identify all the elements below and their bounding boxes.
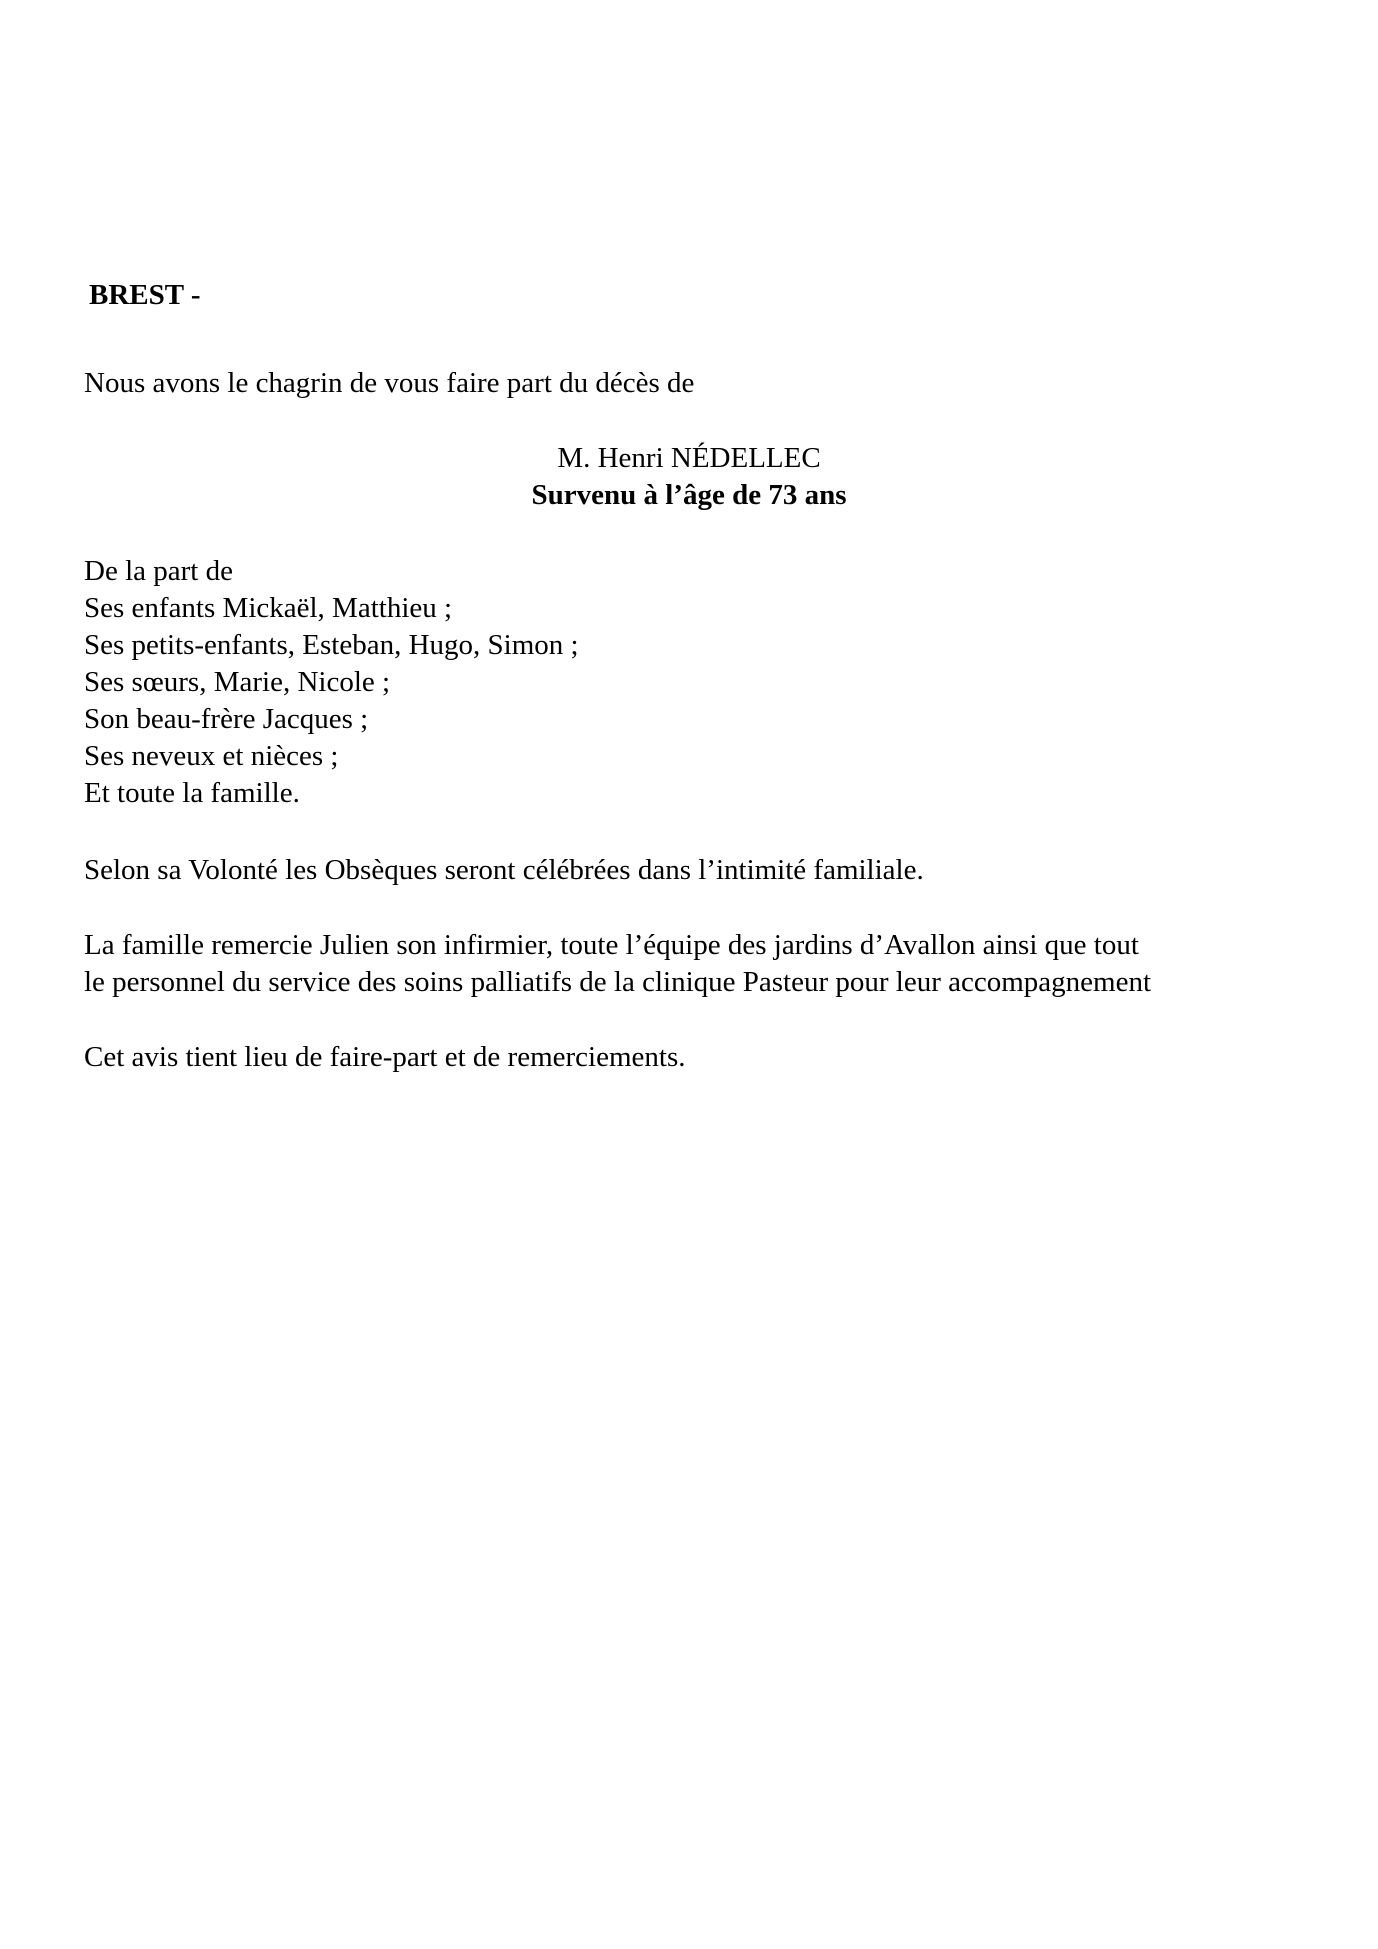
- city-heading: BREST -: [89, 279, 201, 311]
- intro-text: Nous avons le chagrin de vous faire part du décès de: [84, 367, 695, 399]
- deceased-name: M. Henri NÉDELLEC: [557, 442, 821, 474]
- family-line: Ses petits-enfants, Esteban, Hugo, Simon ;: [84, 629, 579, 661]
- family-line: Et toute la famille.: [84, 777, 300, 809]
- closing-note: Cet avis tient lieu de faire-part et de remerciements.: [84, 1041, 686, 1073]
- thanks-line: le personnel du service des soins palliatifs de la clinique Pasteur pour leur accompagnement: [84, 966, 1152, 998]
- age-line: Survenu à l’âge de 73 ans: [531, 479, 847, 511]
- thanks-paragraph: [84, 927, 1314, 1001]
- family-line: Ses enfants Mickaël, Matthieu ;: [84, 592, 453, 624]
- family-list: [84, 553, 1314, 812]
- funeral-wish: Selon sa Volonté les Obsèques seront célébrées dans l’intimité familiale.: [84, 854, 924, 886]
- family-line: De la part de: [84, 555, 233, 587]
- family-line: Son beau-frère Jacques ;: [84, 703, 369, 735]
- thanks-line: La famille remercie Julien son infirmier, toute l’équipe des jardins d’Avallon ainsi que tout: [84, 929, 1139, 961]
- family-line: Ses sœurs, Marie, Nicole ;: [84, 666, 391, 698]
- family-line: Ses neveux et nièces ;: [84, 740, 339, 772]
